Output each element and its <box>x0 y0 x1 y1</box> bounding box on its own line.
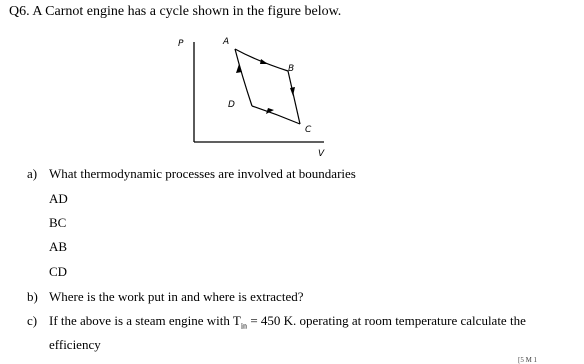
marks-fragment: [5 M 1 <box>518 356 538 364</box>
process-cd-curve <box>252 106 300 124</box>
part-a-text: What thermodynamic processes are involved at boundaries <box>49 166 356 181</box>
point-b-label: B <box>288 64 295 74</box>
part-b-marker: b) <box>27 289 38 304</box>
point-a-label: A <box>223 37 230 47</box>
part-c-marker: c) <box>27 313 38 328</box>
part-c-text-line2: efficiency <box>49 337 101 352</box>
question-title: Q6. A Carnot engine has a cycle shown in the figure below. <box>9 4 342 19</box>
x-axis-label: V <box>318 149 325 159</box>
y-axis-label: P <box>178 39 184 49</box>
part-c-text-before: If the above is a steam engine with T <box>49 313 241 328</box>
part-c-text <box>49 313 526 331</box>
process-da-curve <box>235 49 252 106</box>
part-b-text: Where is the work put in and where is extracted? <box>49 289 304 304</box>
arrow-bc <box>290 87 295 96</box>
part-a-item-cd: CD <box>49 264 68 279</box>
process-bc-curve <box>288 71 300 124</box>
part-a-item-ad: AD <box>49 191 68 206</box>
part-a-item-ab: AB <box>49 239 68 254</box>
part-a-marker: a) <box>27 166 38 181</box>
arrow-da <box>236 64 242 73</box>
part-c-subscript: in <box>240 321 248 331</box>
arrow-ab <box>260 59 268 64</box>
part-c-text-after: = 450 K. operating at room temperature calculate the <box>247 313 526 328</box>
point-d-label: D <box>228 100 235 110</box>
pv-diagram <box>172 28 332 162</box>
carnot-cycle-figure <box>172 28 332 162</box>
point-c-label: C <box>305 125 312 135</box>
part-a-item-bc: BC <box>49 215 67 230</box>
